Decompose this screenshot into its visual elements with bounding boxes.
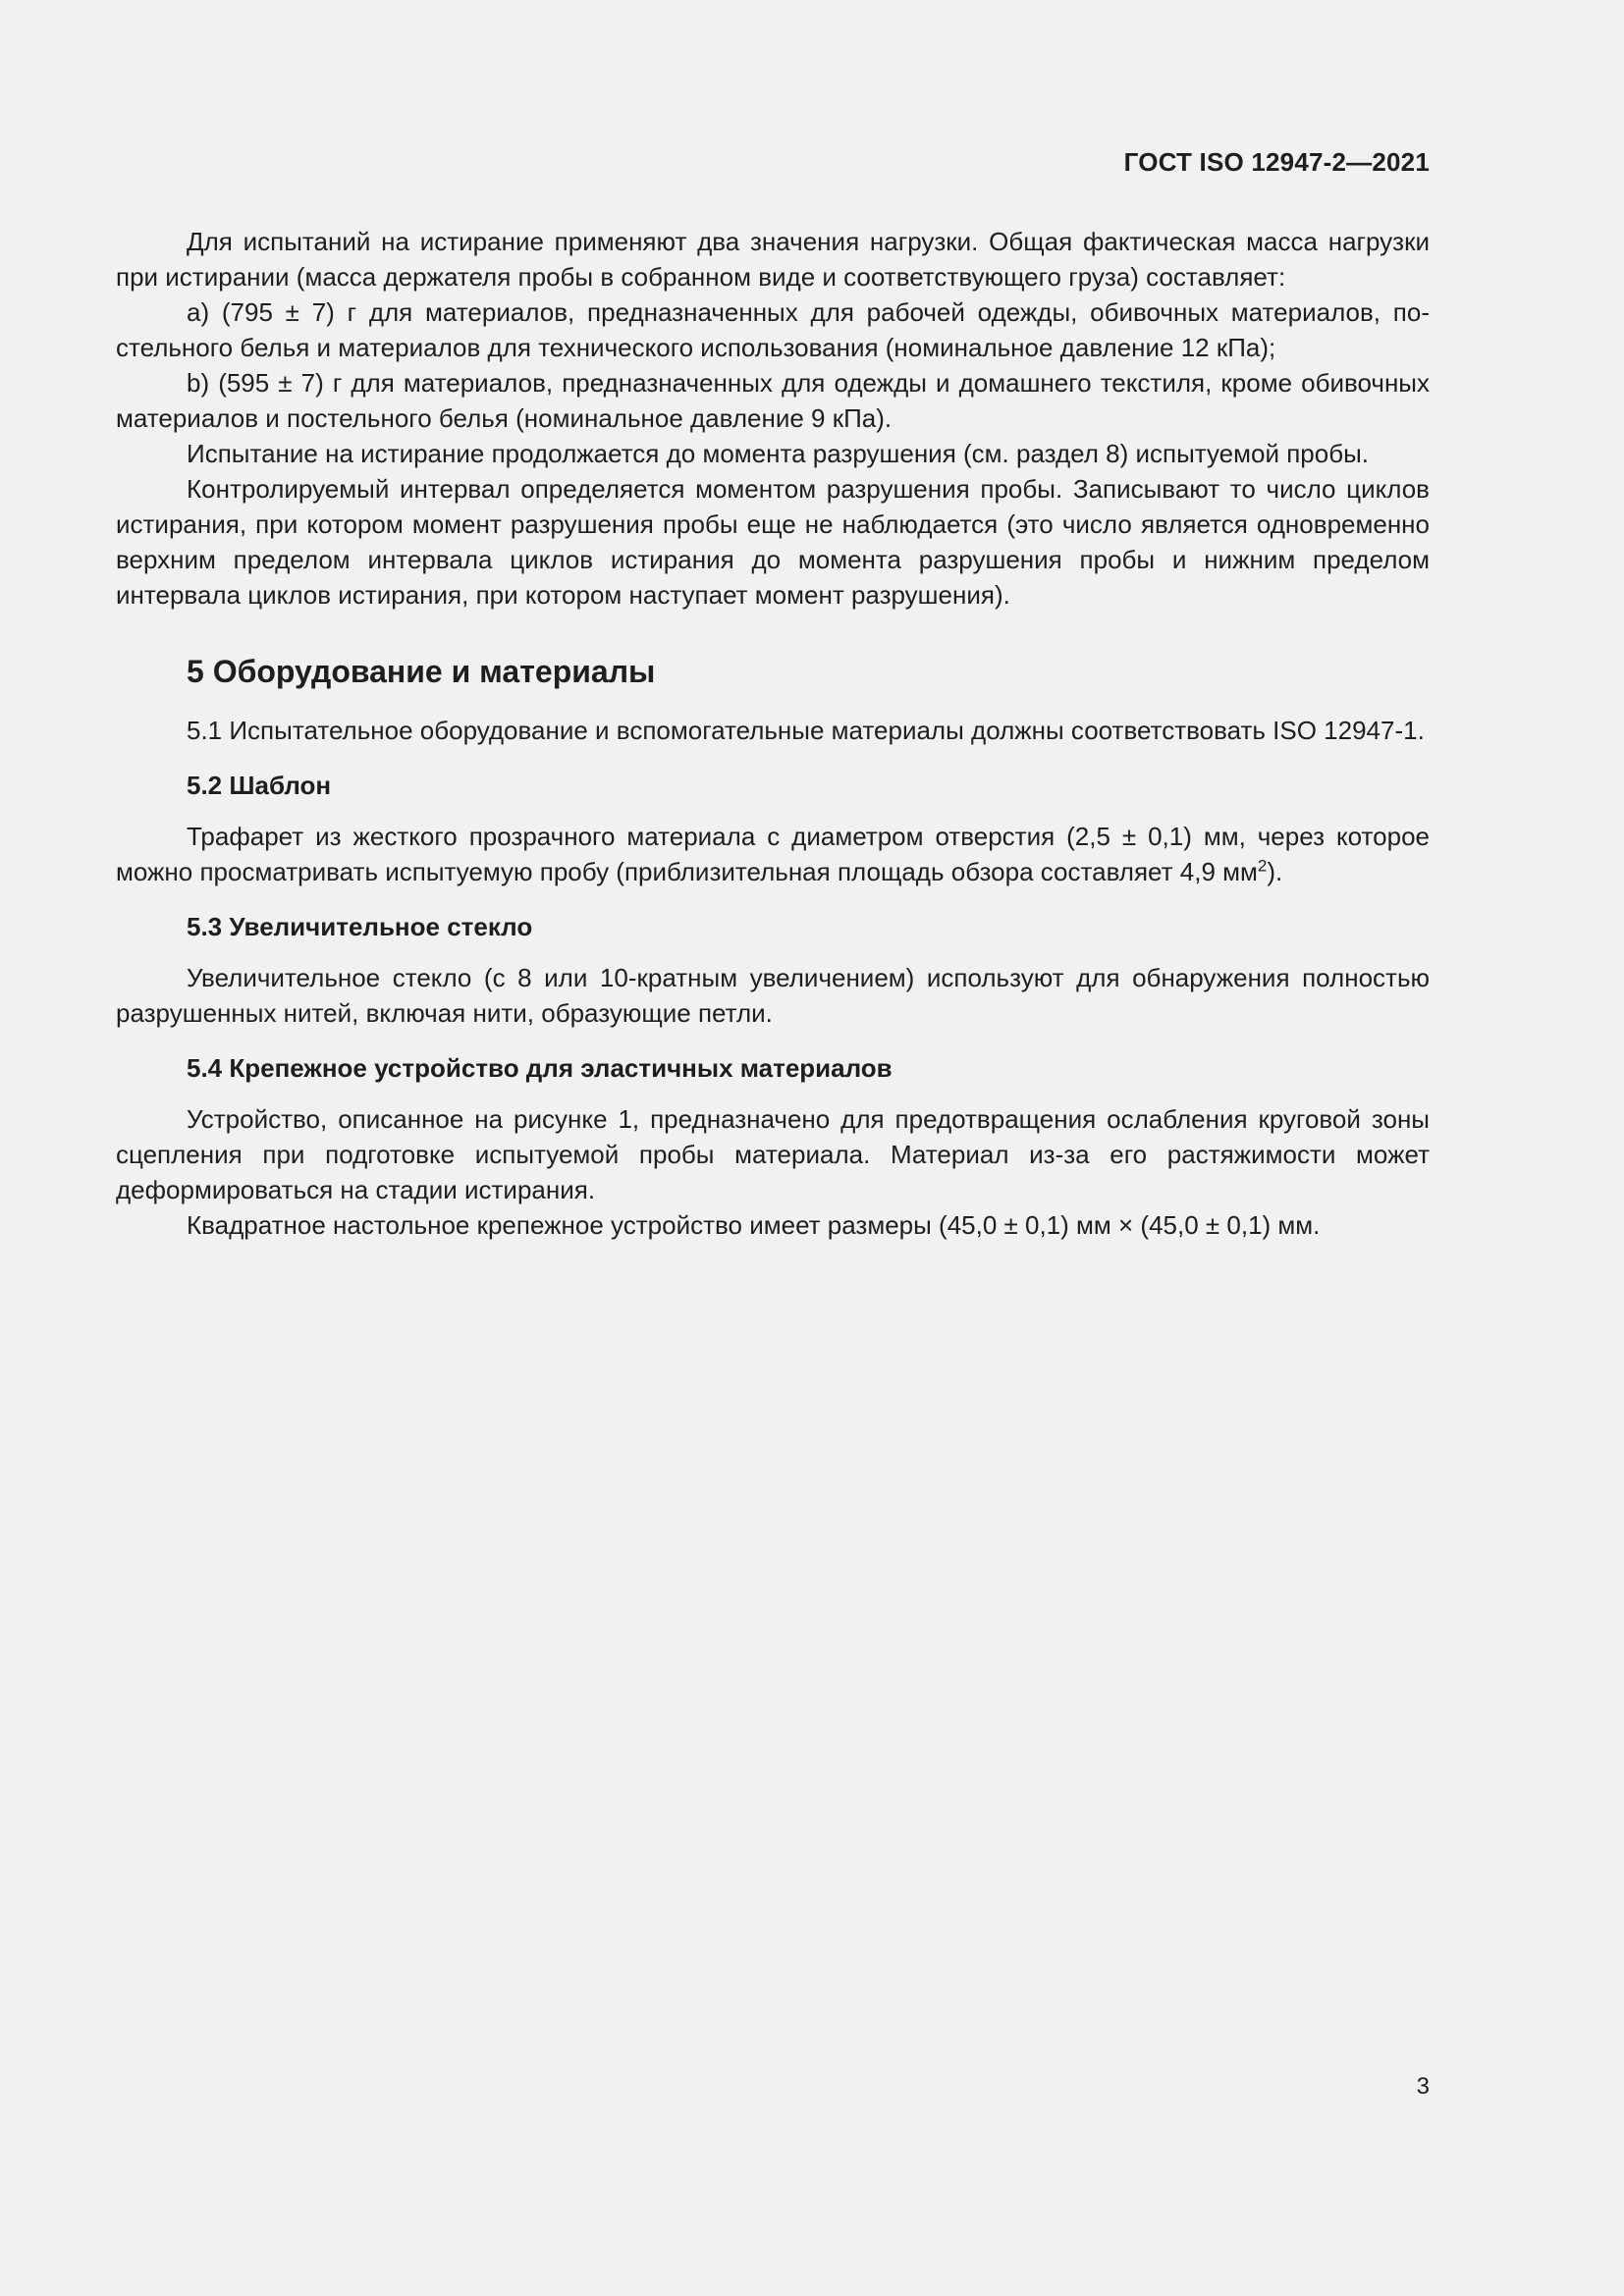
- document-code-header: ГОСТ ISO 12947-2—2021: [1123, 147, 1430, 177]
- paragraph-5-4-device: Устройство, описанное на рисунке 1, предназначено для предотвращения ослабления круговой зоны сцепления при подготовке испытуемой пробы материала. Материал из-за его растяжимости может деформироваться на стадии истирания.: [116, 1104, 1430, 1204]
- subsection-5-4-title: 5.4 Крепежное устройство для эластичных материалов: [187, 1053, 893, 1083]
- subsection-5-2-title: 5.2 Шаблон: [187, 771, 332, 800]
- paragraph-abrasion-duration: Испытание на истирание продолжается до момента разрушения (см. раздел 8) испытуемой пробы.: [187, 439, 1370, 468]
- paragraph-5-2-end: ).: [1267, 857, 1283, 886]
- paragraph-5-4-dimensions: Квадратное настольное крепежное устройство имеет размеры (45,0 ± 0,1) мм × (45,0 ± 0,1) мм.: [187, 1210, 1321, 1240]
- list-item-a: а) (795 ± 7) г для материалов, предназначенных для рабочей одежды, обивочных материалов, постельного белья и материалов для технического использования (номинальное давление 12 кПа);: [116, 297, 1430, 362]
- paragraph-control-interval: Контролируемый интервал определяется моментом разрушения пробы. Записывают то число циклов истирания, при котором момент разрушения пробы еще не наблюдается (это число является одновременно верхним пределом интервала циклов истирания до момента разрушения пробы и нижним пределом интервала циклов истирания, при котором наступает момент разрушения).: [116, 474, 1430, 610]
- page-number: 3: [1416, 2073, 1430, 2100]
- subsection-5-3-title: 5.3 Увеличительное стекло: [187, 912, 533, 941]
- paragraph-load-values: Для испытаний на истирание применяют два значения нагрузки. Общая фактическая масса нагрузки при истирании (масса держателя пробы в собранном виде и соответствующего груза) составляет:: [116, 227, 1430, 292]
- superscript-squared: 2: [1257, 856, 1268, 876]
- section-5-title: 5 Оборудование и материалы: [187, 654, 656, 689]
- paragraph-5-3: Увеличительное стекло (с 8 или 10-кратным увеличением) используют для обнаружения полностью разрушенных нитей, включая нити, образующие петли.: [116, 963, 1430, 1028]
- page-content: [116, 224, 1430, 1243]
- paragraph-5-1: 5.1 Испытательное оборудование и вспомогательные материалы должны соответствовать ISO 12947-1.: [187, 716, 1425, 745]
- paragraph-5-2-text: Трафарет из жесткого прозрачного материала с диаметром отверстия (2,5 ± 0,1) мм, через которое можно просматривать испытуемую пробу (приблизительная площадь обзора составляет 4,9 мм: [116, 822, 1430, 886]
- paragraph-5-2: [116, 819, 1430, 889]
- list-item-b: b) (595 ± 7) г для материалов, предназначенных для одежды и домашнего текстиля, кроме обивочных материалов и постельного белья (номинальное давление 9 кПа).: [116, 368, 1430, 433]
